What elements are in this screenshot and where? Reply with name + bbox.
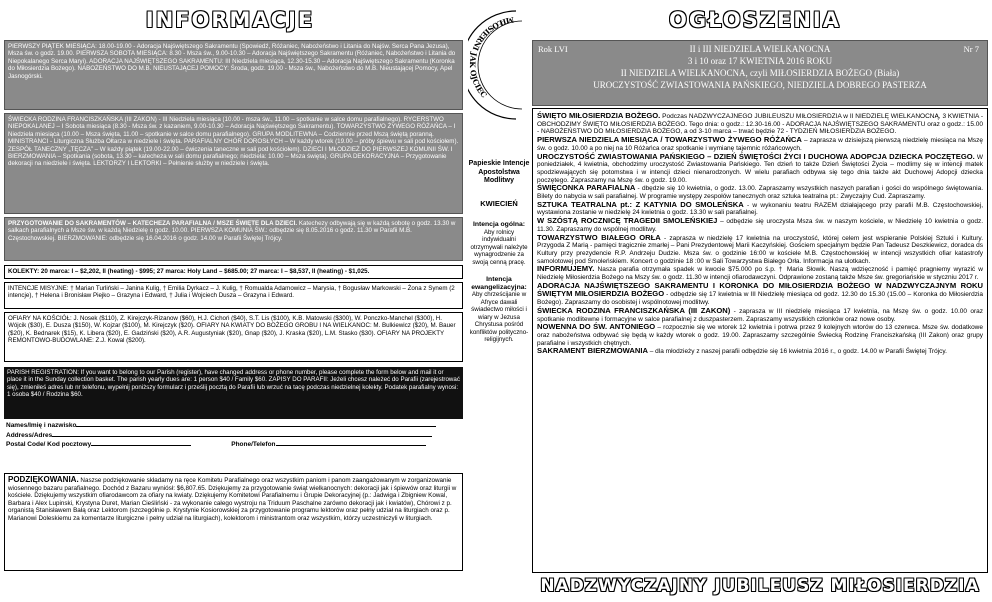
general-intention-label: Intencja ogólna: — [472, 221, 526, 228]
evang-intention-label: Intencja ewangelizacyjna: — [471, 276, 527, 291]
papal-heading: Papieskie Intencje Apostolstwa Modlitwy — [468, 160, 530, 184]
sacraments-heading: PRZYGOTOWANIE DO SAKRAMENTÓW – KATECHEZA PARAFIALNA / MSZE ŚWIĘTE DLA DZIECI. — [8, 220, 298, 227]
seal-text: MIŁOSIERNI JAK OJCIEC — [468, 15, 515, 100]
issue-line1: II i III NIEDZIELA WIELKANOCNA — [689, 44, 831, 54]
announcement-item: SAKRAMENT BIERZMOWANIA – dla młodzieży z naszej parafii odbędzie się 16 kwietnia 2016 r., o godz. 14.00 w Parafii Świętej Trójcy. — [537, 346, 947, 356]
form-label-postal: Postal Code/ Kod pocztowy — [6, 441, 92, 448]
parish-registration-box: PARISH REGISTRATION: If you want to belong to our Parish (register), have changed address or phone number, please complete the form below and mail it or place it in the Sunday collection basket. The parish yearly dues are: 1 person $40 / Family $60. ZAPISY DO PARAFII: Jeżeli chcesz należeć do Parafii (zarejestrować się), zmieniłeś adres lub nr telefonu, wypełnij poniższy formularz i prześlij pocztą do Parafii lub wrzuć na tacę podczas niedzielnej kolekty. Podatek parafialny wynosi: 1 osoba $40 / Rodzina $60. — [4, 367, 463, 419]
issue-line3: II NIEDZIELA WIELKANOCNA, czyli MIŁOSIERDZIA BOŻEGO (Biała) — [620, 68, 900, 78]
form-label-phone: Phone/Telefon — [231, 441, 276, 448]
info-box-groups: ŚWIECKA RODZINA FRANCISZKAŃSKA (III ZAKON) - III Niedziela miesiąca (10.00 - msza św., 11.00 – spotkanie w salce domu parafialnego). RYCERSTWO NIEPOKALANEJ – I Sobota miesiąca (8.30 - Msza św. z kazaniem, 9.00-10.30 – Adoracja Najświętszego Sakramentu). TOWARZYSTWO ŻYWEGO RÓŻAŃCA – I Niedziela miesiąca (10.00 – Msza święta, 11.00 – spotkanie w salce domu parafialnego). GRUPA MODLITEWNA – Codziennie przed Mszą świętą poranną. MINISTRANCI - Liturgiczna Służba Ołtarza w niedziele i święta. PARAFIALNY CHÓR DOROSŁYCH – W każdy wtorek (19.00 – próby śpiewu w sali pod kościołem). ZESPÓŁ TANECZNY „TĘCZA” – W każdy piątek (19.00-22.00 – ćwiczenia taneczne w sali pod kościołem). DZIECI I MŁODZIEŻ DO PIERWSZEJ KOMUNII ŚW. I BIERZMOWANIA – Spotkania (sobota, 13.30 – katecheza w sali domu parafialnego; niedziela: 10.00 – Msza święta). GRUPA DEKORACYJNA – Przygotowanie dekoracji na niedziele i święta. LEKTORZY I LEKTORKI – Pełnienie służby w niedziele i święta. — [4, 113, 463, 214]
announcement-item: NOWENNA DO ŚW. ANTONIEGO – rozpocznie się we wtorek 12 kwietnia i potrwa przez 9 kolejnych wtorów do 13 czerwca. Msze św. dodatkowe oraz nabożeństwa odbywać się będą w każdy wtorek o godz. 19.00. Zapraszamy szczególnie Świecką Rodzinę Franciszkańską (III Zakon) oraz grupy parafialne i wszystkich chętnych. — [537, 322, 983, 347]
evang-intention-text: Aby chrześcijanie w Afryce dawali świadectwo miłości i wiary w Jezusa Chrystusa pośród konfliktów polityczno-religijnych. — [469, 291, 529, 343]
announcement-item: ŚWIĘCONKA PARAFIALNA - dbędzie się 10 kwietnia, o godz. 13.00. Zapraszamy wszystkich naszych parafian i gości do wspólnego świętowania. Bilety do nabycia w sali parafialnej. W programie występy zespołów tanecznych oraz sztuka teatralna pt.: Zwyczajny Cud. Zapraszamy. — [537, 183, 984, 201]
general-intention-text: Aby rolnicy indywidualni otrzymywali należyte wynagrodzenie za swoją cenną pracę. — [470, 228, 528, 266]
intencje-box: INTENCJE MISYJNE: † Marian Turliński – Janina Kulig, † Emilia Dyrkacz – J. Kulig, † Romualda Adamowicz – Marysia, † Bogusław Markowski – Żona z Synem (2 intencje), † Helena i Bronisław Piejko – Grazyna i Edward, † Julia i Wojciech Dusza – Grazyna i Edward. — [4, 282, 463, 309]
svg-text:MIŁOSIERNI JAK OJCIEC — [468, 15, 515, 100]
form-row-address[interactable] — [6, 431, 461, 441]
info-box-sacraments — [4, 217, 463, 261]
issue-number: Nr 7 — [963, 44, 979, 54]
seal-emblem-icon — [468, 5, 528, 125]
announcement-item: UROCZYSTOŚĆ ZWIASTOWANIA PAŃSKIEGO – DZIEŃ ŚWIĘTOŚCI ŻYCI I DUCHOWA ADOPCJA DZIECKA POCZĘTEGO. W poniedziałek, 4 kwietnia, obchodzimy uroczystość Zwiastowania Pańskiego. Ten dzień to także Dzień Świętości Życia – modlimy się w intencji matek spodziewających się potomstwa i w intencji dzieci nienarodzonych. W wielu parafiach odbywa się tego dnia także akt Duchowej Adopcji dziecka poczętego. Zapraszamy na Mszę św. o godz. 19.00. — [537, 151, 983, 184]
form-row-postal[interactable] — [6, 440, 461, 450]
issue-year: Rok LVI — [538, 44, 568, 54]
announcement-item: ADORACJA NAJŚWIĘTSZEGO SAKRAMENTU I KORONKA DO MIŁOSIERDZIA BOŻEGO W NADZWYCZAJNYM ROKU ŚWIĘTYM MIŁOSIERDZIA BOŻEGO - odbędzie się 17 kwietnia w III Niedzielę miesiąca od godz. 12.30 do 15.30 (15.00 – Koronka do Miłosierdzia Bożego). Zapraszamy do osobistej i wspólnotowej modlitwy. — [537, 280, 983, 307]
announcements-list — [532, 108, 988, 573]
announcement-item: SZTUKA TEATRALNA pt.: Z KATYNIA DO SMOLEŃSKA - w wykonaniu teatru RAZEM działającego przy parafii M.B. Częstochowskiej, wystawiona zostanie w niedzielę 24 kwietnia o godz. 13.30 w sali parafialnej. — [537, 199, 984, 217]
form-row-name[interactable] — [6, 421, 461, 431]
registration-form — [6, 421, 461, 469]
kolekty-box: KOLEKTY: 20 marca: I – $2,202, II (heating) - $995; 27 marca: Holy Land – $685.00; 27 marca: I – $8,537, II (heating) - $1,025. — [4, 265, 463, 279]
papal-month: KWIECIEŃ — [480, 198, 518, 208]
podziekowania-heading: PODZIĘKOWANIA. — [8, 475, 79, 484]
announcement-item: ŚWIECKA RODZINA FRANCISZKAŃSKA (III ZAKON) - zaprasza w III niedzielę miesiąca 17 kwietnia, na Mszę św. o godz. 10.00 oraz spotkanie modlitewne i formacyjne w salce parafialnej z duszpasterzem. Zapraszamy wszystkich członków oraz nowe osoby. — [537, 305, 983, 323]
announcement-item: TOWARZYSTWO BIAŁEGO ORŁA - zaprasza w niedzielę 17 kwietnia na uroczystość, której celem jest wspieranie Polskiej Sztuki i Kultury. Przygoda Z Marią - pamięci tragicznie zmarłej – Pani Prezydentowej Marii Kaczyńskiej. Gościem specjalnym będzie Pan Tadeusz Deszkiewicz, doradca ds Kultury przy prezydencie R.P. Andrzeju Dudzie. Msza św. o godzinie 16:00 w kościele M.B. Częstochowskiej w intencji wszystkich ofiar katastrofy samolotowej pod Smoleńskiem. Koncert o godzinie 18 :00 w Sali Towarzystwa Białego Orła. Informacja na ulotkach. — [537, 232, 983, 265]
podziekowania-box — [4, 473, 463, 571]
informacje-title: INFORMACJE — [145, 8, 315, 32]
announcement-item: PIERWSZA NIEDZIELA MIESIĄCA / TOWARZYSTWO ŻYWEGO RÓŻAŃCA – zaprasza w dzisiejszą pierwszą niedzielę miesiąca na Mszę św. o godz. 10.00 a po niej na 10 Różańca oraz spotkanie i wymianę tajemnic różańcowych. — [537, 135, 984, 152]
announcement-item: W SZÓSTĄ ROCZNICĘ TRAGEDII SMOLEŃSKIEJ – odbędzie się uroczysta Msza św. w naszym kościele, w Niedzielę 10 kwietnia o godz. 11.30. Zapraszamy do wspólnej modlitwy. — [537, 216, 984, 233]
announcement-item: INFORMUJEMY. Nasza parafia otrzymała spadek w kwocie $75.000 po ś.p. † Maria Słowik. Naszą wdzięczność i pamięć pragniemy wyrazić w Niedzielę Miłosierdzia Bożego na Mszy św. o godz. 11.30 w intencji ofiarodawczyni. Odprawione zostaną także Msze św. gregoriańskie w styczniu 2017 r. — [537, 264, 983, 282]
jubilee-footer-title: NADZWYCZAJNY JUBILEUSZ MIŁOSIERDZIA — [540, 576, 980, 596]
issue-header — [532, 40, 988, 106]
form-label-name: Names/Imię i nazwisko — [6, 422, 77, 429]
announcement-item: ŚWIĘTO MIŁOSIERDZIA BOŻEGO. Podczas NADZWYCZAJNEGO JUBILEUSZU MIŁOSIERDZIA w II NIEDZIELĘ WIELKANOCNĄ, 3 KWIETNIA - OBCHODZIMY ŚWIĘTO MIŁOSIERDZIA BOŻEGO. Tego dnia: o godz.: 12.30-16.00 - ADORACJA NAJŚWIĘTSZEGO SAKRAMENTU oraz o godz.: 15.00 - NABOŻEŃSTWO DO MIŁOSIERDZIA BOŻEGO, a od 3-10 marca – trwać będzie 72 - TYDZIEŃ MIŁOSIERDZIA BOŻEGO. — [537, 111, 983, 136]
issue-line4: UROCZYSTOŚĆ ZWIASTOWANIA PAŃSKIEGO, NIEDZIELA DOBREGO PASTERZA — [593, 80, 927, 90]
issue-line2: 3 i 10 oraz 17 KWIETNIA 2016 ROKU — [687, 56, 833, 66]
sacraments-text: Katechezy odbywają się w każdą sobotę o godz. 13.30 w salkach parafialnych a Msze św. w każdą Niedzielę o godz. 10.00. PIERWSZA KOMUNIA ŚW.: odbędzie się 8.05.2016 o godz. 11.30 w Parafii M.B. Częstochowskiej. BIERZMOWANIE: odbędzie się 16.04.2016 o godz. 14.00 w Parafii Świętej Trójcy. — [8, 220, 456, 242]
info-box-first-friday: PIERWSZY PIĄTEK MIESIĄCA: 18.00-19.00 - Adoracja Najświętszego Sakramentu (Spowiedź, Różaniec, Nabożeństwo i Litania do Najśw. Serca Pana Jezusa), Msza św. o godz. 19.00. PIERWSZA SOBOTA MIESIĄCA: 8.30 - Msza św., 9.00-10.30 – Adoracja Najświętszego Sakramentu (Różaniec, Nabożeństwo i Litania do Niepokalanego Serca Maryi). ADORACJA NAJŚWIĘTSZEGO SAKRAMENTU: III Niedziela miesiąca, 12.30-15.30 – Adoracja Najświętszego Sakramentu (Koronka do Miłosierdzia Bożego). NABOŻEŃSTWO DO M.B. NIEUSTAJĄCEJ POMOCY: Środa, godz. 19.00 - Msza św., Nabożeństwo do M.B. Nieustającej Pomocy, Apel Jasnogórski. — [4, 40, 463, 110]
podziekowania-text: Naszse podziękowanie składamy na ręce Komitetu Parafialnego oraz wszystkim paniom i panom zaangażowanym w zorganizowanie wiosennego bazaru parafialnego. Dochód z Bazaru wyniósł: $6,807.65. Dziękujemy za przygotowanie świąt wielkanocnych: dekoracji jak i śpiewów oraz liturgii w kościele. Dziękujemy wszystkim ofiarodawcom za ofiary na kwiaty. Dziękujemy Komitetowi Parafialnemu i Grupie Dekoracyjnej (p.: Jadwiga i Zbigniew Kowal, Barbara i Alex Lupinski, Krystyna Duret, Marian Cieśliński - za wykonanie całego wystroju na Triduum Paschalne zarówno dekoracji jak i kwiatów), Chórowi z p. organistą Stanisławem Bałą oraz Lektorom (szczególnie p. Krystynie Kosiorowskiej za przygotowanie programu lektorów oraz pełny udział na liturgiach oraz p. Marianowi Doleskiemu za komentarze liturgiczne i pełny udział na liturgiach), kolektorom i ministrantom oraz wszystkim, którzy uczestniczyli w liturgiach. — [8, 477, 457, 522]
jubilee-seal — [468, 5, 528, 125]
form-label-address: Address/Adres — [6, 431, 53, 439]
papal-intentions — [468, 160, 530, 344]
ogloszenia-title: OGŁOSZENIA — [668, 8, 841, 32]
ofiary-box: OFIARY NA KOŚCIÓŁ: J. Nosek ($110), Z. Kirejczyk-Rizanow ($60), H.J. Cichoń ($40), S.T. Lis ($100), K.B. Matowski ($300), W. Ponczko-Manchel ($300), H. Wójcik ($30), E. Dusza ($150), W. Kojzar ($100), M. Kirejczyk ($20). OFIARY NA KWIATY DO BOŻEGO GROBU I NA WIELKANOC: M. Bulkiewicz ($20), M. Bauer ($20), K. Bednarek ($15), K. Libera ($20), E. Gadziński ($20), A.R. Augustyniak ($20), Gnap ($20), J. Kraska ($20), L.M. Stasko ($30). OFIARY NA PROJEKTY REMONTOWO-BUDOWLANE: Z.J. Kowal ($200). — [4, 312, 463, 362]
